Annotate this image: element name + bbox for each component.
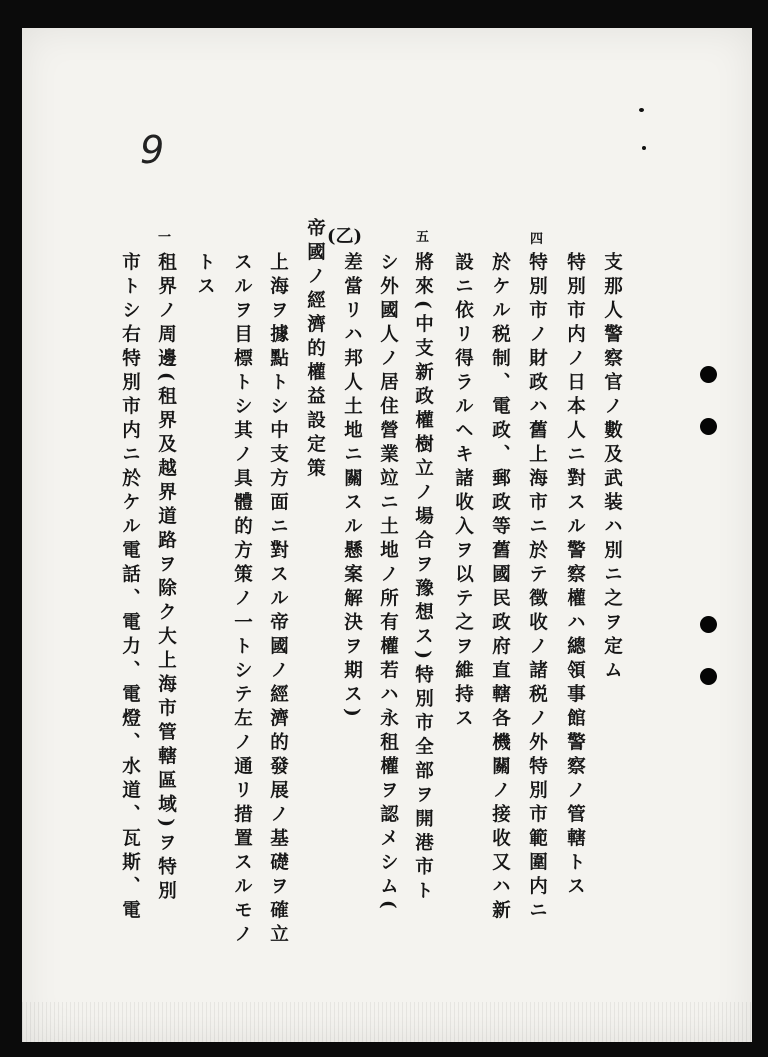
item-marker-five: 五	[416, 230, 430, 245]
section-label: (乙)	[327, 226, 363, 247]
scan-speck	[639, 108, 644, 112]
punch-hole	[700, 418, 717, 435]
document-page	[22, 28, 752, 1042]
text-column-13: 租界ノ周邊(租界及越界道路ヲ除ク大上海市管轄區域)ヲ特別	[155, 252, 177, 905]
item-marker-one: 一	[158, 230, 172, 245]
text-column-14: 市トシ右特別市内ニ於ケル電話、電力、電燈、水道、瓦斯、電	[119, 252, 141, 924]
text-column-2: 特別市内ノ日本人ニ對スル警察權ハ總領事館警察ノ管轄トス	[564, 252, 586, 900]
text-column-6: 將來(中支新政權樹立ノ場合ヲ豫想ス)特別市全部ヲ開港市ト	[412, 252, 434, 905]
section-heading: 帝國ノ經濟的權益設定策	[304, 218, 326, 482]
scan-noise	[22, 1002, 752, 1042]
punch-hole	[700, 366, 717, 383]
punch-hole	[700, 616, 717, 633]
text-column-8: 差當リハ邦人土地ニ關スル懸案解決ヲ期ス)	[341, 252, 363, 723]
page-number: 9	[140, 128, 165, 172]
text-column-5: 設ニ依リ得ラルヘキ諸收入ヲ以テ之ヲ維持ス	[452, 252, 474, 732]
scan-speck	[642, 146, 646, 150]
item-marker-four: 四	[530, 232, 544, 247]
punch-hole	[700, 668, 717, 685]
text-column-10: 上海ヲ據點トシ中支方面ニ對スル帝國ノ經濟的發展ノ基礎ヲ確立	[267, 252, 289, 948]
text-column-1: 支那人警察官ノ數及武装ハ別ニ之ヲ定ム	[601, 252, 623, 684]
text-column-4: 於ケル税制、電政、郵政等舊國民政府直轄各機關ノ接收又ハ新	[489, 252, 511, 924]
text-column-3: 特別市ノ財政ハ舊上海市ニ於テ徴收ノ諸税ノ外特別市範圍内ニ	[526, 252, 548, 924]
text-column-12: トス	[194, 252, 216, 300]
text-column-11: スルヲ目標トシ其ノ具體的方策ノ一トシテ左ノ通リ措置スルモノ	[231, 252, 253, 948]
text-column-7: シ外國人ノ居住營業竝ニ土地ノ所有權若ハ永租權ヲ認メシム(	[377, 252, 399, 915]
